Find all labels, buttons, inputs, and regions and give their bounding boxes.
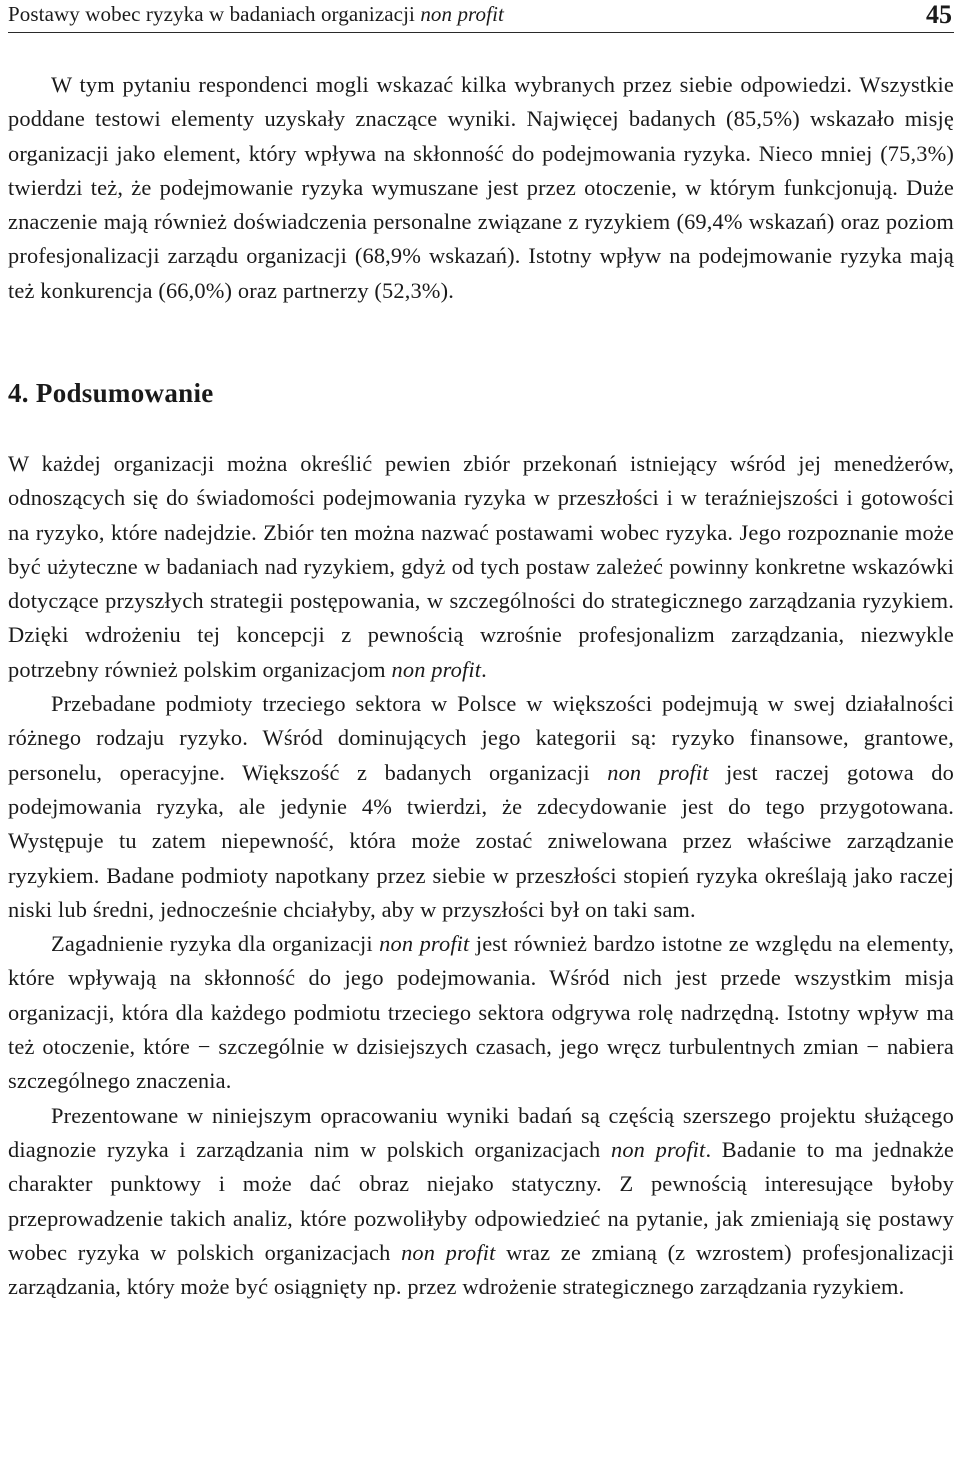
italic-term: non profit [379, 931, 470, 957]
paragraph-1-end: . [481, 656, 487, 682]
paragraph-2 [8, 687, 954, 927]
page-number: 45 [926, 0, 952, 29]
paragraph-4-middle: . Badanie to ma jednakże charakter punktowy i może dać obraz niejako statyczny. Z pewnością interesujące byłoby przeprowadzenie takich analiz, które pozwoliłyby odpowiedzieć na pytanie, jak zmieniają się postawy wobec ryzyka w polskich organizacjach [8, 1136, 955, 1265]
paragraph-4-text: Prezentowane w niniejszym opracowaniu wyniki badań są częścią szerszego projektu służącego diagnozie ryzyka i zarządzania nim w polskich organizacjach [8, 1102, 954, 1162]
paragraph-1 [8, 447, 954, 687]
paragraph-4-end: wraz ze zmianą (z wzrostem) profesjonalizacji zarządzania, który może być osiągnięty np. przez wdrożenie strategicznego zarządzania ryzykiem. [8, 1239, 954, 1300]
paragraph-3-text: Zagadnienie ryzyka dla organizacji [51, 931, 373, 957]
italic-term: non profit [607, 759, 709, 785]
italic-term: non profit [610, 1136, 706, 1162]
paragraph-4 [8, 1099, 954, 1305]
paragraph-3 [8, 927, 954, 1098]
running-title [8, 2, 504, 27]
running-title-text: Postawy wobec ryzyka w badaniach organizacji [8, 2, 415, 26]
section-heading: 4. Podsumowanie [8, 378, 214, 408]
paragraph-2-end: jest raczej gotowa do podejmowania ryzyka, ale jedynie 4% twierdzi, że zdecydowanie jest do tego przygotowana. Występuje tu zatem niepewność, która może zostać zniwelowana przez właściwe zarządzanie ryzykiem. Badane podmioty napotkany przez siebie w przeszłości stopień ryzyka określają jako raczej niski lub średni, jednocześnie chciałyby, aby w przyszłości był on taki sam. [8, 759, 954, 922]
running-title-italic: non profit [420, 2, 504, 26]
paragraph-1-text: W każdej organizacji można określić pewien zbiór przekonań istniejący wśród jej menedżerów, odnoszących się do świadomości podejmowania ryzyka w przeszłości i w teraźniejszości i gotowości na ryzyko, które nadejdzie. Zbiór ten można nazwać postawami wobec ryzyka. Jego rozpoznanie może być użyteczne w badaniach nad ryzykiem, gdyż od tych postaw zależeć powinny konkretne wskazówki dotyczące przyszłych strategii postępowania, w szczególności do strategicznego zarządzania ryzykiem. Dzięki wdrożeniu tej koncepcji z pewnością wzrośnie profesjonalizm zarządzania, niezwykle potrzebny również polskim organizacjom [8, 451, 954, 682]
section-body [8, 447, 954, 1304]
italic-term: non profit [391, 656, 482, 682]
italic-term: non profit [401, 1239, 496, 1265]
document-page [8, 0, 955, 1300]
running-header [8, 0, 954, 33]
paragraph-3-end: jest również bardzo istotne ze względu na elementy, które wpływają na skłonność do jego podejmowania. Wśród nich jest przede wszystkim misja organizacji, która dla każdego podmiotu trzeciego sektora odgrywa rolę nadrzędną. Istotny wpływ ma też otoczenie, które − szczególnie w dzisiejszych czasach, jego wręcz turbulentnych zmian − nabiera szczególnego znaczenia. [8, 931, 955, 1094]
paragraph-2-text: Przebadane podmioty trzeciego sektora w Polsce w większości podejmują w swej działalności różnego rodzaju ryzyko. Wśród dominujących jego kategorii są: ryzyko finansowe, grantowe, personelu, operacyjne. Większość z badanych organizacji [8, 691, 954, 785]
intro-paragraph: W tym pytaniu respondenci mogli wskazać kilka wybranych przez siebie odpowiedzi. Wszystkie poddane testowi elementy uzyskały znaczące wyniki. Najwięcej badanych (85,5%) wskazało misję organizacji jako element, który wpływa na skłonność do podejmowania ryzyka. Nieco mniej (75,3%) twierdzi też, że podejmowanie ryzyka wymuszane jest przez otoczenie, w którym funkcjonują. Duże znaczenie mają również doświadczenia personalne związane z ryzykiem (69,4% wskazań) oraz poziom profesjonalizacji zarządu organizacji (68,9% wskazań). Istotny wpływ na podejmowanie ryzyka mają też konkurencja (66,0%) oraz partnerzy (52,3%). [8, 72, 954, 303]
